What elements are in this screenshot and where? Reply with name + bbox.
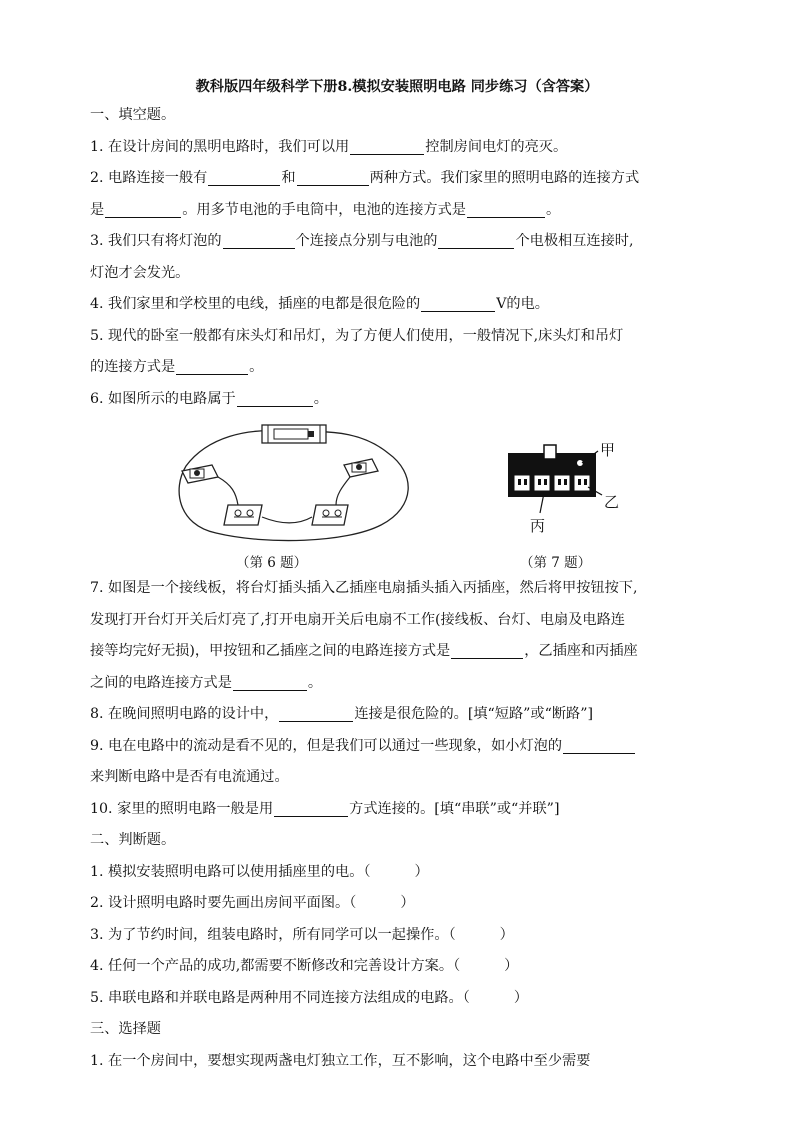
question-8: 8. 在晚间照明电路的设计中， 连接是很危险的。[填“短路”或“断路”]: [90, 699, 704, 731]
judge-item-3: 3. 为了节约时间，组装电路时，所有同学可以一起操作。（ ）: [90, 926, 514, 943]
answer-blank[interactable]: [451, 640, 523, 659]
question-7-line-3: 接等均完好无损)，甲按钮和乙插座之间的电路连接方式是 ，乙插座和丙插座: [90, 636, 704, 668]
question-6: 6. 如图所示的电路属于 。: [90, 384, 704, 416]
question-2-line-1: 2. 电路连接一般有 和 两种方式。我们家里的照明电路的连接方式: [90, 163, 704, 195]
question-7-line-1: 7. 如图是一个接线板，将台灯插头插入乙插座电扇插头插入丙插座，然后将甲按钮按下,: [90, 580, 638, 596]
label-yi: 乙: [604, 493, 620, 511]
answer-blank[interactable]: [297, 167, 369, 186]
answer-blank[interactable]: [438, 230, 514, 249]
choice-question-1: 1. 在一个房间中，要想实现两盏电灯独立工作，互不影响，这个电路中至少需要: [90, 1052, 591, 1069]
figure-6-caption: （第 6 题）: [236, 555, 308, 571]
figures-row: [90, 415, 704, 573]
section-heading-fill: 一、填空题。: [90, 107, 176, 123]
question-3-line-2: 灯泡才会发光。: [90, 264, 190, 281]
question-1: 1. 在设计房间的黑明电路时，我们可以用 控制房间电灯的亮灭。: [90, 132, 704, 164]
answer-blank[interactable]: [350, 136, 424, 155]
answer-blank[interactable]: [563, 735, 635, 754]
answer-blank[interactable]: [223, 230, 295, 249]
judge-item-5: 5. 串联电路和并联电路是两种用不同连接方法组成的电路。（ ）: [90, 989, 529, 1006]
answer-blank[interactable]: [237, 388, 313, 407]
label-jia: 甲: [600, 441, 616, 459]
question-9-line-2: 来判断电路中是否有电流通过。: [90, 769, 289, 785]
section-heading-choice: 三、选择题: [90, 1021, 161, 1037]
answer-blank[interactable]: [105, 199, 181, 218]
judge-item-1: 1. 模拟安装照明电路可以使用插座里的电。（ ）: [90, 863, 429, 880]
judge-item-2: 2. 设计照明电路时要先画出房间平面图。（ ）: [90, 895, 415, 911]
figure-7-caption: （第 7 题）: [520, 555, 592, 571]
question-3-line-1: 3. 我们只有将灯泡的 个连接点分别与电池的 个电极相互连接时,: [90, 226, 704, 258]
question-7-line-2: 发现打开台灯开关后灯亮了,打开电扇开关后电扇不工作(接线板、台灯、电扇及电路连: [90, 611, 625, 628]
answer-blank[interactable]: [279, 703, 353, 722]
answer-blank[interactable]: [274, 798, 348, 817]
answer-blank[interactable]: [176, 356, 248, 375]
judge-item-4: 4. 任何一个产品的成功,都需要不断修改和完善设计方案。（ ）: [90, 958, 519, 974]
page-title: 教科版四年级科学下册8.模拟安装照明电路 同步练习（含答案）: [195, 79, 599, 95]
power-strip-figure-7: [504, 437, 624, 541]
answer-blank[interactable]: [208, 167, 280, 186]
section-heading-judge: 二、判断题。: [90, 832, 176, 848]
worksheet-page: [90, 70, 704, 1077]
label-bing: 丙: [530, 517, 546, 535]
question-9-line-1: 9. 电在电路中的流动是看不见的，但是我们可以通过一些现象，如小灯泡的: [90, 731, 704, 763]
question-7-line-4: 之间的电路连接方式是 。: [90, 668, 704, 700]
question-2-line-2: 是 。用多节电池的手电筒中，电池的连接方式是 。: [90, 195, 704, 227]
question-5-line-2: 的连接方式是 。: [90, 352, 704, 384]
answer-blank[interactable]: [233, 672, 307, 691]
circuit-figure-6: [176, 421, 416, 549]
question-10: 10. 家里的照明电路一般是用 方式连接的。[填“串联”或“并联”]: [90, 794, 704, 826]
answer-blank[interactable]: [467, 199, 545, 218]
question-4: 4. 我们家里和学校里的电线，插座的电都是很危险的 V的电。: [90, 289, 704, 321]
question-5-line-1: 5. 现代的卧室一般都有床头灯和吊灯，为了方便人们使用，一般情况下,床头灯和吊灯: [90, 327, 624, 344]
answer-blank[interactable]: [421, 293, 495, 312]
